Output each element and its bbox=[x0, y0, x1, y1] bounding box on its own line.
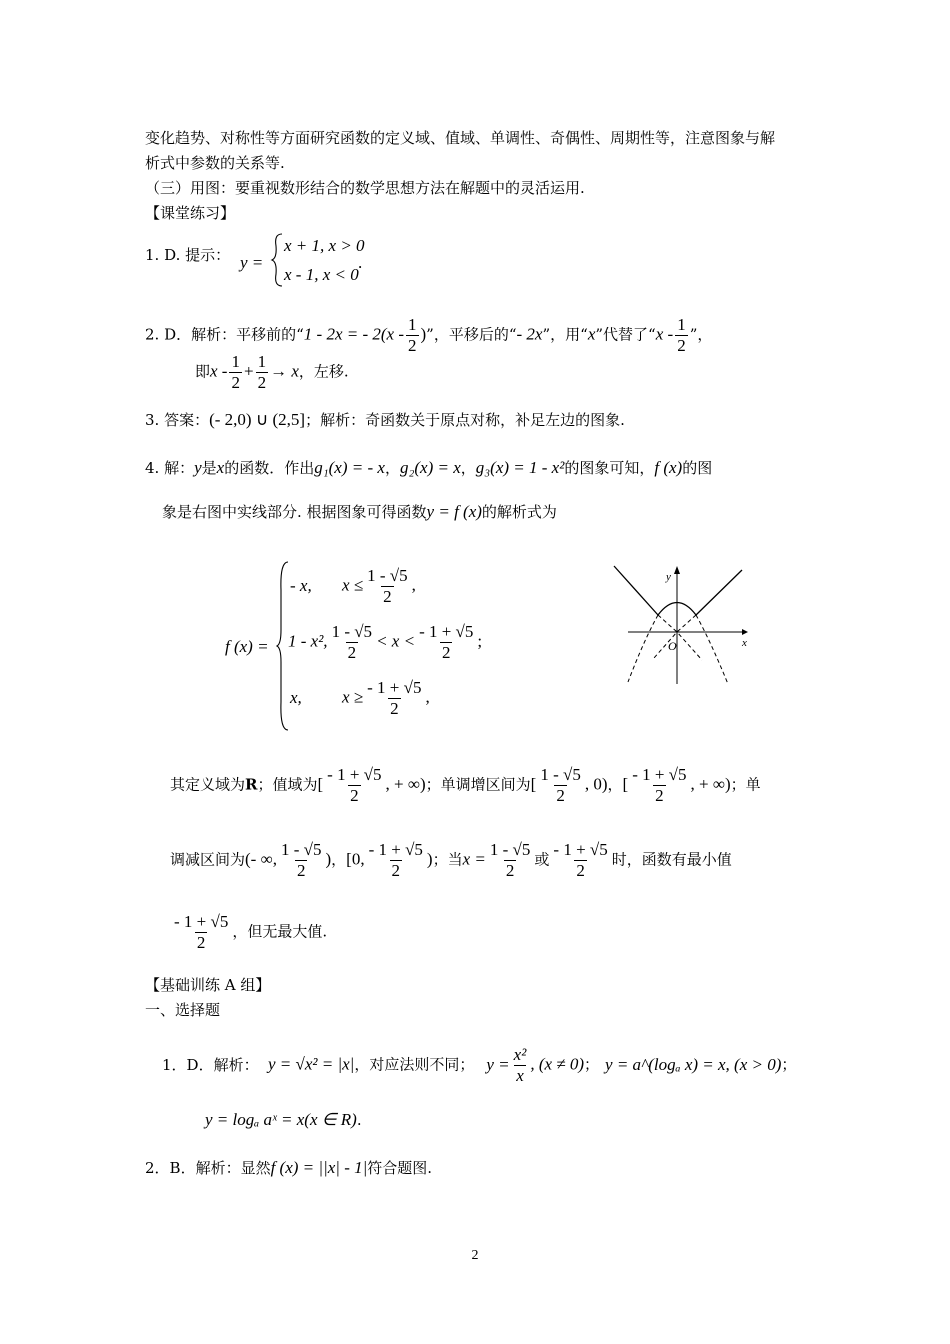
p1-case-1: x + 1, x > 0 bbox=[284, 236, 365, 255]
p2-line-2 bbox=[195, 352, 349, 393]
inc1-close: , 0) bbox=[584, 774, 608, 794]
q2-label: 2．B．解析：显然 bbox=[145, 1159, 271, 1177]
p2-line-1: 2. D．解析：平移前的“1 - 2x = - 2(x - $\frac{1}{2}$ )”，平移后的“- 2x”，用“x”代替了“x - $\frac{1}{2}$ ”， bbox=[145, 315, 713, 355]
piecewise-row-2 bbox=[288, 622, 482, 663]
range-close: , + ∞) bbox=[385, 774, 426, 794]
dec-t4: 时，函数有最小值 bbox=[611, 850, 732, 869]
frac-den: x bbox=[516, 1066, 524, 1085]
frac-den: 2 bbox=[390, 699, 399, 718]
d2-frac bbox=[367, 840, 425, 881]
frac-den: 2 bbox=[655, 786, 664, 805]
p4-g3: g₃(x) = 1 - x² bbox=[475, 458, 565, 477]
inc2-open: [ bbox=[622, 774, 629, 794]
frac-num: - 1 + √5 bbox=[174, 912, 229, 931]
p2-line2-plus: + bbox=[243, 361, 254, 381]
piecewise-row-1 bbox=[290, 566, 416, 607]
basic-heading: 【基础训练 A 组】 bbox=[145, 976, 271, 994]
frac-den: 2 bbox=[576, 861, 585, 880]
p4-line-2 bbox=[162, 502, 557, 522]
frac-num: 1 - √5 bbox=[540, 765, 581, 784]
frac-num: - 1 + √5 bbox=[367, 678, 422, 697]
p4-line2-text: 象是右图中实线部分. 根据图象可得函数 bbox=[162, 503, 427, 521]
frac-den: 2 bbox=[196, 933, 206, 952]
q1-e3: y = a^(logₐ x) = x, (x > 0) bbox=[605, 1054, 782, 1074]
practice-heading: 【课堂练习】 bbox=[145, 204, 236, 222]
domain-t4: ；单 bbox=[730, 775, 761, 794]
p1-label: 1. D. 提示： bbox=[145, 246, 231, 264]
p4-yfx: y = f (x) bbox=[426, 502, 482, 521]
p2-expr-1: 1 - 2x = - 2(x - bbox=[303, 324, 404, 344]
intro-line-2: 析式中参数的关系等. bbox=[145, 154, 285, 172]
frac-den: 2 bbox=[383, 587, 392, 606]
d2-open: [0, bbox=[346, 849, 365, 869]
q1-e1: y = √x² = |x| bbox=[268, 1054, 355, 1074]
p2-expr-3: x - bbox=[655, 324, 674, 344]
x-axis-label: x bbox=[742, 637, 747, 649]
frac-num: 1 bbox=[677, 315, 686, 334]
min-value-line bbox=[170, 912, 327, 953]
p1-y-eq: y = bbox=[240, 253, 264, 272]
frac-num: 1 - √5 bbox=[367, 566, 408, 585]
inc2-frac bbox=[630, 765, 688, 806]
function-graph bbox=[610, 560, 750, 690]
frac-num: 1 - √5 bbox=[280, 840, 322, 859]
row3-end: , bbox=[425, 687, 430, 707]
p2-label: 2. D．解析：平移前的“ bbox=[145, 325, 304, 344]
p4-line2-end: 的解析式为 bbox=[481, 503, 557, 521]
q1-line-2 bbox=[205, 1110, 362, 1130]
p4-y: y bbox=[194, 458, 202, 477]
dashed-parabola-left bbox=[628, 615, 658, 682]
q2-end: 符合题图. bbox=[367, 1159, 433, 1177]
p2-fraction-half bbox=[406, 315, 419, 356]
dec-t3: 或 bbox=[534, 850, 550, 869]
p2-expr-2: - 2x bbox=[516, 324, 543, 344]
p3-text: ；解析：奇函数关于原点对称，补足左边的图象. bbox=[305, 411, 625, 429]
inc1-open: [ bbox=[530, 774, 537, 794]
frac-den: 2 bbox=[505, 861, 515, 880]
q1-line-1 bbox=[162, 1045, 796, 1086]
p2-line2-pre: 即 bbox=[195, 362, 211, 381]
frac-den: 2 bbox=[257, 373, 267, 392]
frac-num: x² bbox=[513, 1045, 527, 1064]
frac-den: 2 bbox=[350, 786, 359, 805]
range-frac bbox=[325, 765, 383, 806]
row2-expr: 1 - x², bbox=[288, 631, 328, 651]
p3-line bbox=[145, 410, 625, 430]
p4-c2: ， bbox=[460, 459, 476, 477]
dashed-parabola-right bbox=[696, 615, 728, 684]
p4-x: x bbox=[216, 458, 225, 477]
inc1-frac bbox=[538, 765, 583, 806]
q1-e4: y = logₐ aˣ = x(x ∈ R) bbox=[205, 1110, 357, 1129]
y-axis-arrow bbox=[674, 566, 680, 574]
p2-mid-2: ”，用“ bbox=[542, 325, 588, 344]
p4-t4: 的图 bbox=[682, 459, 713, 477]
p3-answer: (- 2,0) ∪ (2,5] bbox=[209, 410, 306, 429]
row1-frac bbox=[365, 566, 410, 607]
q1-e2-frac bbox=[512, 1045, 529, 1086]
p1-case-2: x - 1, x < 0 bbox=[284, 265, 359, 284]
q1-c1: ，对应法则不同； bbox=[354, 1055, 475, 1074]
row3-expr: x, bbox=[290, 687, 302, 707]
d2-close: ) bbox=[426, 849, 433, 869]
frac-num: 1 bbox=[231, 352, 240, 371]
p4-g2: g₂(x) = x bbox=[399, 458, 461, 477]
p1-brace bbox=[270, 232, 284, 288]
frac-num: 1 - √5 bbox=[489, 840, 531, 859]
frac-num: - 1 + √5 bbox=[327, 765, 382, 784]
frac-den: 2 bbox=[556, 786, 565, 805]
p2-line2-frac-2 bbox=[256, 352, 269, 393]
p4-t3: 的图象可知， bbox=[564, 459, 655, 477]
p2-line2-end: ，左移. bbox=[298, 362, 349, 381]
frac-num: 1 bbox=[408, 315, 417, 334]
range-open: [ bbox=[317, 774, 324, 794]
frac-num: - 1 + √5 bbox=[553, 840, 608, 859]
intro-line-1: 变化趋势、对称性等方面研究函数的定义域、值域、单调性、奇偶性、周期性等，注意图象与解 bbox=[145, 129, 776, 147]
solid-left-line bbox=[614, 566, 658, 615]
p3-label: 3. 答案： bbox=[145, 411, 210, 429]
page-number: 2 bbox=[471, 1248, 479, 1263]
dec-t1: 调减区间为 bbox=[170, 850, 246, 869]
frac-num: 1 - √5 bbox=[331, 622, 373, 641]
p2-line2-expr-a: x - bbox=[210, 361, 228, 381]
frac-den: 2 bbox=[441, 643, 451, 662]
p2-line2-arrow: → x bbox=[270, 361, 299, 381]
q1-sep-2: ； bbox=[781, 1055, 797, 1074]
domain-R: R bbox=[245, 775, 258, 794]
inc2-close: , + ∞) bbox=[690, 774, 731, 794]
domain-t1: 其定义域为 bbox=[170, 775, 246, 794]
p2-x: x bbox=[587, 324, 596, 344]
decreasing-line bbox=[170, 840, 732, 881]
p4-c1: ， bbox=[384, 459, 400, 477]
comma: ， bbox=[607, 775, 623, 794]
x-axis-arrow bbox=[742, 629, 748, 635]
q2-expr: f (x) = ||x| - 1| bbox=[270, 1158, 368, 1177]
p4-label: 4. 解： bbox=[145, 459, 195, 477]
row1-end: , bbox=[411, 575, 416, 595]
frac-num: - 1 + √5 bbox=[368, 840, 423, 859]
p4-g1: g₁(x) = - x bbox=[314, 458, 385, 477]
dec-t2: ；当 bbox=[432, 850, 463, 869]
p4-line-1 bbox=[145, 458, 712, 478]
d1-frac bbox=[279, 840, 324, 881]
q2-line bbox=[145, 1158, 432, 1178]
x-eq: x = bbox=[462, 849, 486, 869]
p4-fx: f (x) bbox=[654, 458, 683, 477]
row2-mid: < x < bbox=[376, 631, 416, 651]
piecewise-row-3 bbox=[290, 678, 430, 719]
row3-frac bbox=[365, 678, 423, 719]
q1-label: 1．D．解析： bbox=[162, 1055, 259, 1074]
dashed-left-line bbox=[658, 615, 702, 660]
frac-den: 2 bbox=[231, 373, 240, 392]
domain-range-line bbox=[170, 765, 761, 806]
p2-end: ”， bbox=[689, 325, 713, 344]
solid-right-line bbox=[696, 570, 742, 615]
row1-cond: x ≤ bbox=[342, 575, 364, 595]
frac-num: - 1 + √5 bbox=[419, 622, 474, 641]
origin-label: O bbox=[668, 639, 677, 653]
p2-mid: ”，平移后的“ bbox=[426, 325, 517, 344]
min-text: ，但无最大值. bbox=[232, 922, 328, 941]
frac-num: 1 bbox=[257, 352, 267, 371]
p2-mid-3: ”代替了“ bbox=[595, 325, 656, 344]
min-frac bbox=[172, 912, 230, 953]
comma: ， bbox=[331, 850, 347, 869]
section-1-title: 一、选择题 bbox=[145, 1001, 221, 1019]
q1-end: . bbox=[356, 1111, 362, 1129]
y-axis-label: y bbox=[666, 571, 671, 583]
q1-e2-pre: y = bbox=[486, 1054, 510, 1074]
row2-frac-2 bbox=[417, 622, 475, 663]
row2-end: ; bbox=[477, 631, 483, 651]
p2-fraction-half-2 bbox=[675, 315, 688, 356]
q1-sep: ； bbox=[584, 1055, 600, 1074]
piecewise-lhs: f (x) = bbox=[225, 637, 269, 656]
frac-num: - 1 + √5 bbox=[632, 765, 687, 784]
row2-frac-1 bbox=[330, 622, 375, 663]
domain-t3: ；单调增区间为 bbox=[425, 775, 531, 794]
frac-den: 2 bbox=[408, 336, 417, 355]
p1-end: . bbox=[358, 253, 363, 272]
d1-close: ) bbox=[325, 849, 332, 869]
d1-open: (- ∞, bbox=[245, 849, 277, 869]
frac-den: 2 bbox=[296, 861, 306, 880]
frac-den: 2 bbox=[677, 336, 686, 355]
q1-e2-post: , (x ≠ 0) bbox=[530, 1054, 585, 1074]
p4-t2: 的函数．作出 bbox=[224, 459, 315, 477]
frac-den: 2 bbox=[391, 861, 400, 880]
when-frac-1 bbox=[488, 840, 533, 881]
p2-line2-frac-1 bbox=[229, 352, 242, 393]
when-frac-2 bbox=[551, 840, 609, 881]
p4-t1: 是 bbox=[201, 459, 217, 477]
intro-line-3: （三）用图：要重视数形结合的数学思想方法在解题中的灵活运用. bbox=[145, 179, 585, 197]
row1-expr: - x, bbox=[290, 575, 312, 595]
row3-cond: x ≥ bbox=[342, 687, 364, 707]
frac-den: 2 bbox=[347, 643, 357, 662]
domain-t2: ；值域为 bbox=[257, 775, 318, 794]
